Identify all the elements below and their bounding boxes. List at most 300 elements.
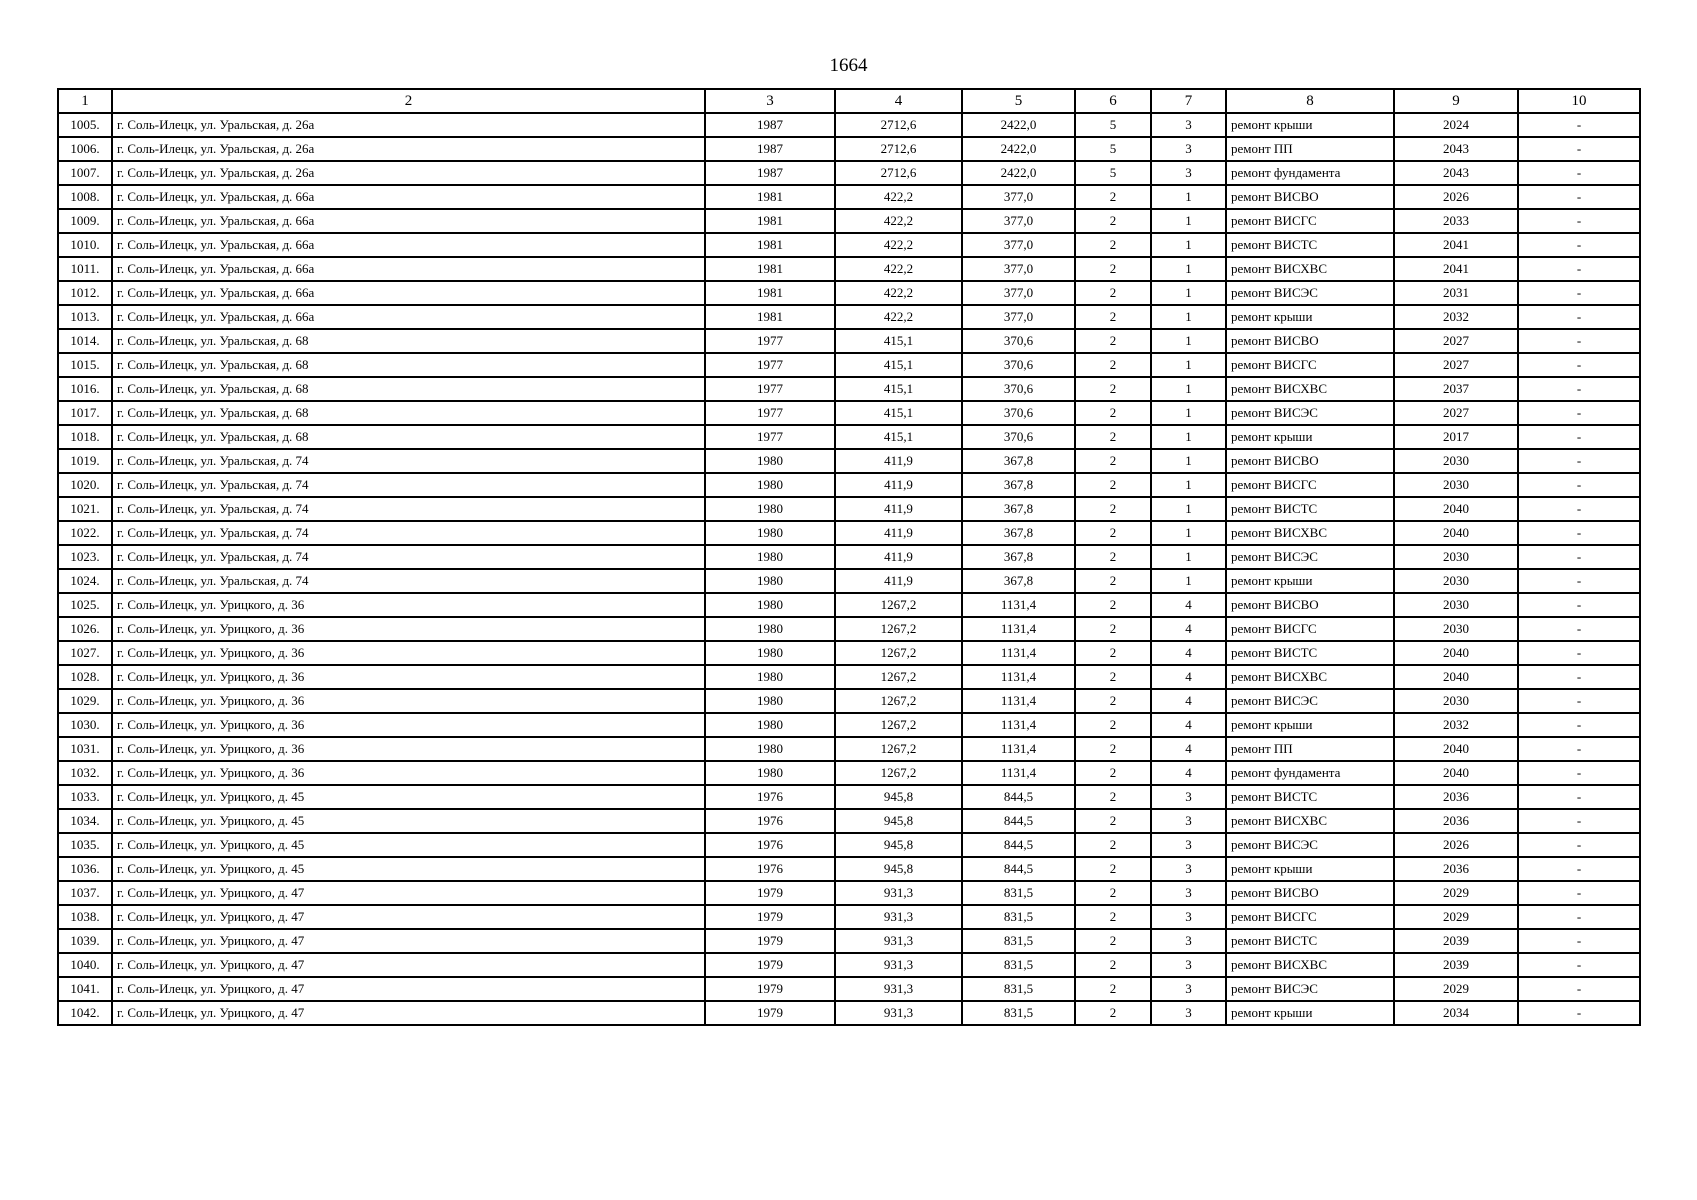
row-number-cell: 1006. — [58, 137, 112, 161]
build-year-cell: 1977 — [705, 329, 835, 353]
entrances-cell: 1 — [1151, 497, 1226, 521]
build-year-cell: 1979 — [705, 929, 835, 953]
total-area-cell: 415,1 — [835, 377, 962, 401]
floors-cell: 2 — [1075, 521, 1151, 545]
floors-cell: 2 — [1075, 569, 1151, 593]
living-area-cell: 370,6 — [962, 353, 1075, 377]
row-number-cell: 1005. — [58, 113, 112, 137]
work-type-cell: ремонт ПП — [1226, 737, 1394, 761]
work-type-cell: ремонт ВИСВО — [1226, 185, 1394, 209]
floors-cell: 5 — [1075, 113, 1151, 137]
note-cell: - — [1518, 137, 1640, 161]
work-type-cell: ремонт ПП — [1226, 137, 1394, 161]
column-header: 3 — [705, 89, 835, 113]
note-cell: - — [1518, 473, 1640, 497]
entrances-cell: 4 — [1151, 689, 1226, 713]
work-type-cell: ремонт ВИСХВС — [1226, 521, 1394, 545]
build-year-cell: 1981 — [705, 305, 835, 329]
row-number-cell: 1027. — [58, 641, 112, 665]
total-area-cell: 422,2 — [835, 185, 962, 209]
total-area-cell: 415,1 — [835, 401, 962, 425]
total-area-cell: 1267,2 — [835, 737, 962, 761]
build-year-cell: 1981 — [705, 257, 835, 281]
work-type-cell: ремонт ВИСВО — [1226, 593, 1394, 617]
table-row — [58, 929, 1640, 953]
plan-year-cell: 2030 — [1394, 449, 1518, 473]
total-area-cell: 411,9 — [835, 569, 962, 593]
floors-cell: 2 — [1075, 881, 1151, 905]
entrances-cell: 4 — [1151, 665, 1226, 689]
total-area-cell: 1267,2 — [835, 617, 962, 641]
floors-cell: 2 — [1075, 761, 1151, 785]
work-type-cell: ремонт ВИСЭС — [1226, 977, 1394, 1001]
address-cell: г. Соль-Илецк, ул. Урицкого, д. 36 — [112, 617, 705, 641]
plan-year-cell: 2043 — [1394, 161, 1518, 185]
total-area-cell: 945,8 — [835, 809, 962, 833]
work-type-cell: ремонт крыши — [1226, 305, 1394, 329]
row-number-cell: 1009. — [58, 209, 112, 233]
floors-cell: 5 — [1075, 161, 1151, 185]
living-area-cell: 831,5 — [962, 1001, 1075, 1025]
total-area-cell: 411,9 — [835, 449, 962, 473]
plan-year-cell: 2030 — [1394, 545, 1518, 569]
living-area-cell: 377,0 — [962, 281, 1075, 305]
total-area-cell: 931,3 — [835, 929, 962, 953]
floors-cell: 2 — [1075, 377, 1151, 401]
address-cell: г. Соль-Илецк, ул. Урицкого, д. 47 — [112, 977, 705, 1001]
build-year-cell: 1979 — [705, 1001, 835, 1025]
entrances-cell: 1 — [1151, 209, 1226, 233]
build-year-cell: 1980 — [705, 593, 835, 617]
note-cell: - — [1518, 377, 1640, 401]
floors-cell: 2 — [1075, 353, 1151, 377]
address-cell: г. Соль-Илецк, ул. Урицкого, д. 47 — [112, 929, 705, 953]
note-cell: - — [1518, 257, 1640, 281]
plan-year-cell: 2036 — [1394, 857, 1518, 881]
total-area-cell: 415,1 — [835, 353, 962, 377]
total-area-cell: 945,8 — [835, 833, 962, 857]
address-cell: г. Соль-Илецк, ул. Урицкого, д. 45 — [112, 785, 705, 809]
total-area-cell: 1267,2 — [835, 593, 962, 617]
plan-year-cell: 2041 — [1394, 233, 1518, 257]
row-number-cell: 1030. — [58, 713, 112, 737]
entrances-cell: 1 — [1151, 353, 1226, 377]
living-area-cell: 1131,4 — [962, 713, 1075, 737]
row-number-cell: 1023. — [58, 545, 112, 569]
build-year-cell: 1980 — [705, 521, 835, 545]
build-year-cell: 1976 — [705, 833, 835, 857]
living-area-cell: 844,5 — [962, 809, 1075, 833]
note-cell: - — [1518, 641, 1640, 665]
note-cell: - — [1518, 449, 1640, 473]
entrances-cell: 3 — [1151, 953, 1226, 977]
note-cell: - — [1518, 569, 1640, 593]
note-cell: - — [1518, 953, 1640, 977]
floors-cell: 2 — [1075, 665, 1151, 689]
build-year-cell: 1976 — [705, 785, 835, 809]
plan-year-cell: 2032 — [1394, 713, 1518, 737]
table-row — [58, 545, 1640, 569]
column-header: 2 — [112, 89, 705, 113]
total-area-cell: 411,9 — [835, 521, 962, 545]
build-year-cell: 1977 — [705, 377, 835, 401]
entrances-cell: 4 — [1151, 593, 1226, 617]
build-year-cell: 1977 — [705, 401, 835, 425]
total-area-cell: 1267,2 — [835, 713, 962, 737]
entrances-cell: 3 — [1151, 113, 1226, 137]
entrances-cell: 1 — [1151, 377, 1226, 401]
row-number-cell: 1024. — [58, 569, 112, 593]
work-type-cell: ремонт ВИСТС — [1226, 929, 1394, 953]
plan-year-cell: 2027 — [1394, 401, 1518, 425]
column-header: 10 — [1518, 89, 1640, 113]
living-area-cell: 370,6 — [962, 377, 1075, 401]
note-cell: - — [1518, 929, 1640, 953]
entrances-cell: 1 — [1151, 545, 1226, 569]
living-area-cell: 1131,4 — [962, 761, 1075, 785]
work-type-cell: ремонт ВИСВО — [1226, 881, 1394, 905]
total-area-cell: 422,2 — [835, 281, 962, 305]
note-cell: - — [1518, 545, 1640, 569]
address-cell: г. Соль-Илецк, ул. Урицкого, д. 36 — [112, 761, 705, 785]
note-cell: - — [1518, 617, 1640, 641]
note-cell: - — [1518, 305, 1640, 329]
row-number-cell: 1013. — [58, 305, 112, 329]
work-type-cell: ремонт ВИСХВС — [1226, 257, 1394, 281]
note-cell: - — [1518, 665, 1640, 689]
total-area-cell: 2712,6 — [835, 113, 962, 137]
entrances-cell: 1 — [1151, 233, 1226, 257]
table-row — [58, 497, 1640, 521]
build-year-cell: 1980 — [705, 689, 835, 713]
floors-cell: 2 — [1075, 641, 1151, 665]
note-cell: - — [1518, 905, 1640, 929]
work-type-cell: ремонт ВИСВО — [1226, 449, 1394, 473]
table-header-row — [58, 89, 1640, 113]
note-cell: - — [1518, 713, 1640, 737]
plan-year-cell: 2032 — [1394, 305, 1518, 329]
floors-cell: 2 — [1075, 713, 1151, 737]
plan-year-cell: 2036 — [1394, 809, 1518, 833]
living-area-cell: 1131,4 — [962, 593, 1075, 617]
floors-cell: 2 — [1075, 833, 1151, 857]
plan-year-cell: 2034 — [1394, 1001, 1518, 1025]
address-cell: г. Соль-Илецк, ул. Урицкого, д. 36 — [112, 665, 705, 689]
plan-year-cell: 2026 — [1394, 185, 1518, 209]
floors-cell: 2 — [1075, 857, 1151, 881]
living-area-cell: 367,8 — [962, 473, 1075, 497]
column-header: 8 — [1226, 89, 1394, 113]
note-cell: - — [1518, 281, 1640, 305]
total-area-cell: 422,2 — [835, 233, 962, 257]
total-area-cell: 1267,2 — [835, 665, 962, 689]
entrances-cell: 1 — [1151, 521, 1226, 545]
entrances-cell: 4 — [1151, 761, 1226, 785]
entrances-cell: 1 — [1151, 305, 1226, 329]
address-cell: г. Соль-Илецк, ул. Уральская, д. 66а — [112, 281, 705, 305]
living-area-cell: 1131,4 — [962, 689, 1075, 713]
plan-year-cell: 2033 — [1394, 209, 1518, 233]
work-type-cell: ремонт ВИСГС — [1226, 353, 1394, 377]
work-type-cell: ремонт крыши — [1226, 857, 1394, 881]
build-year-cell: 1980 — [705, 473, 835, 497]
row-number-cell: 1029. — [58, 689, 112, 713]
table-row — [58, 113, 1640, 137]
living-area-cell: 370,6 — [962, 329, 1075, 353]
address-cell: г. Соль-Илецк, ул. Уральская, д. 26а — [112, 113, 705, 137]
plan-year-cell: 2039 — [1394, 953, 1518, 977]
build-year-cell: 1976 — [705, 809, 835, 833]
row-number-cell: 1018. — [58, 425, 112, 449]
total-area-cell: 931,3 — [835, 977, 962, 1001]
note-cell: - — [1518, 425, 1640, 449]
address-cell: г. Соль-Илецк, ул. Урицкого, д. 36 — [112, 737, 705, 761]
plan-year-cell: 2036 — [1394, 785, 1518, 809]
living-area-cell: 844,5 — [962, 785, 1075, 809]
work-type-cell: ремонт ВИСЭС — [1226, 689, 1394, 713]
address-cell: г. Соль-Илецк, ул. Урицкого, д. 36 — [112, 689, 705, 713]
work-type-cell: ремонт ВИСХВС — [1226, 809, 1394, 833]
table-row — [58, 569, 1640, 593]
address-cell: г. Соль-Илецк, ул. Уральская, д. 66а — [112, 305, 705, 329]
living-area-cell: 1131,4 — [962, 617, 1075, 641]
row-number-cell: 1015. — [58, 353, 112, 377]
entrances-cell: 1 — [1151, 425, 1226, 449]
row-number-cell: 1021. — [58, 497, 112, 521]
note-cell: - — [1518, 1001, 1640, 1025]
work-type-cell: ремонт ВИСГС — [1226, 617, 1394, 641]
entrances-cell: 4 — [1151, 737, 1226, 761]
work-type-cell: ремонт ВИСХВС — [1226, 953, 1394, 977]
build-year-cell: 1976 — [705, 857, 835, 881]
table-row — [58, 593, 1640, 617]
column-header: 1 — [58, 89, 112, 113]
table-row — [58, 353, 1640, 377]
entrances-cell: 1 — [1151, 281, 1226, 305]
note-cell: - — [1518, 161, 1640, 185]
work-type-cell: ремонт ВИСЭС — [1226, 833, 1394, 857]
plan-year-cell: 2030 — [1394, 569, 1518, 593]
plan-year-cell: 2040 — [1394, 665, 1518, 689]
total-area-cell: 1267,2 — [835, 641, 962, 665]
total-area-cell: 931,3 — [835, 905, 962, 929]
address-cell: г. Соль-Илецк, ул. Уральская, д. 74 — [112, 521, 705, 545]
living-area-cell: 2422,0 — [962, 161, 1075, 185]
plan-year-cell: 2039 — [1394, 929, 1518, 953]
row-number-cell: 1017. — [58, 401, 112, 425]
plan-year-cell: 2029 — [1394, 905, 1518, 929]
note-cell: - — [1518, 833, 1640, 857]
build-year-cell: 1980 — [705, 761, 835, 785]
work-type-cell: ремонт крыши — [1226, 425, 1394, 449]
table-row — [58, 401, 1640, 425]
living-area-cell: 844,5 — [962, 857, 1075, 881]
address-cell: г. Соль-Илецк, ул. Уральская, д. 68 — [112, 353, 705, 377]
table-row — [58, 617, 1640, 641]
build-year-cell: 1987 — [705, 137, 835, 161]
build-year-cell: 1980 — [705, 497, 835, 521]
note-cell: - — [1518, 809, 1640, 833]
table-row — [58, 257, 1640, 281]
build-year-cell: 1977 — [705, 353, 835, 377]
floors-cell: 2 — [1075, 401, 1151, 425]
work-type-cell: ремонт фундамента — [1226, 161, 1394, 185]
plan-year-cell: 2037 — [1394, 377, 1518, 401]
total-area-cell: 931,3 — [835, 1001, 962, 1025]
address-cell: г. Соль-Илецк, ул. Уральская, д. 66а — [112, 185, 705, 209]
entrances-cell: 3 — [1151, 905, 1226, 929]
work-type-cell: ремонт ВИСГС — [1226, 473, 1394, 497]
total-area-cell: 945,8 — [835, 785, 962, 809]
address-cell: г. Соль-Илецк, ул. Урицкого, д. 45 — [112, 809, 705, 833]
row-number-cell: 1010. — [58, 233, 112, 257]
column-header: 5 — [962, 89, 1075, 113]
address-cell: г. Соль-Илецк, ул. Урицкого, д. 36 — [112, 593, 705, 617]
row-number-cell: 1020. — [58, 473, 112, 497]
table-row — [58, 977, 1640, 1001]
column-header: 6 — [1075, 89, 1151, 113]
note-cell: - — [1518, 857, 1640, 881]
floors-cell: 2 — [1075, 449, 1151, 473]
table-row — [58, 425, 1640, 449]
note-cell: - — [1518, 785, 1640, 809]
build-year-cell: 1987 — [705, 161, 835, 185]
table-row — [58, 1001, 1640, 1025]
address-cell: г. Соль-Илецк, ул. Уральская, д. 74 — [112, 449, 705, 473]
living-area-cell: 831,5 — [962, 905, 1075, 929]
note-cell: - — [1518, 737, 1640, 761]
row-number-cell: 1014. — [58, 329, 112, 353]
living-area-cell: 370,6 — [962, 401, 1075, 425]
address-cell: г. Соль-Илецк, ул. Уральская, д. 66а — [112, 233, 705, 257]
build-year-cell: 1977 — [705, 425, 835, 449]
floors-cell: 2 — [1075, 593, 1151, 617]
address-cell: г. Соль-Илецк, ул. Уральская, д. 26а — [112, 161, 705, 185]
living-area-cell: 367,8 — [962, 545, 1075, 569]
living-area-cell: 831,5 — [962, 881, 1075, 905]
entrances-cell: 1 — [1151, 185, 1226, 209]
plan-year-cell: 2029 — [1394, 977, 1518, 1001]
plan-year-cell: 2017 — [1394, 425, 1518, 449]
floors-cell: 5 — [1075, 137, 1151, 161]
build-year-cell: 1980 — [705, 569, 835, 593]
note-cell: - — [1518, 761, 1640, 785]
row-number-cell: 1034. — [58, 809, 112, 833]
table-row — [58, 761, 1640, 785]
build-year-cell: 1980 — [705, 617, 835, 641]
work-type-cell: ремонт ВИСЭС — [1226, 281, 1394, 305]
table-row — [58, 377, 1640, 401]
row-number-cell: 1007. — [58, 161, 112, 185]
note-cell: - — [1518, 185, 1640, 209]
build-year-cell: 1980 — [705, 665, 835, 689]
plan-year-cell: 2027 — [1394, 353, 1518, 377]
table-body — [58, 113, 1640, 1025]
plan-year-cell: 2043 — [1394, 137, 1518, 161]
entrances-cell: 1 — [1151, 401, 1226, 425]
living-area-cell: 377,0 — [962, 257, 1075, 281]
note-cell: - — [1518, 233, 1640, 257]
entrances-cell: 1 — [1151, 449, 1226, 473]
row-number-cell: 1019. — [58, 449, 112, 473]
build-year-cell: 1980 — [705, 641, 835, 665]
work-type-cell: ремонт фундамента — [1226, 761, 1394, 785]
total-area-cell: 931,3 — [835, 881, 962, 905]
total-area-cell: 945,8 — [835, 857, 962, 881]
address-cell: г. Соль-Илецк, ул. Уральская, д. 68 — [112, 401, 705, 425]
address-cell: г. Соль-Илецк, ул. Уральская, д. 68 — [112, 329, 705, 353]
table-row — [58, 881, 1640, 905]
work-type-cell: ремонт крыши — [1226, 569, 1394, 593]
plan-year-cell: 2026 — [1394, 833, 1518, 857]
row-number-cell: 1036. — [58, 857, 112, 881]
entrances-cell: 3 — [1151, 929, 1226, 953]
entrances-cell: 1 — [1151, 569, 1226, 593]
row-number-cell: 1035. — [58, 833, 112, 857]
living-area-cell: 377,0 — [962, 233, 1075, 257]
row-number-cell: 1012. — [58, 281, 112, 305]
table-row — [58, 857, 1640, 881]
address-cell: г. Соль-Илецк, ул. Урицкого, д. 45 — [112, 857, 705, 881]
plan-year-cell: 2030 — [1394, 617, 1518, 641]
work-type-cell: ремонт ВИСВО — [1226, 329, 1394, 353]
note-cell: - — [1518, 689, 1640, 713]
table-row — [58, 641, 1640, 665]
floors-cell: 2 — [1075, 785, 1151, 809]
total-area-cell: 2712,6 — [835, 161, 962, 185]
table-row — [58, 809, 1640, 833]
table-row — [58, 137, 1640, 161]
table-row — [58, 521, 1640, 545]
entrances-cell: 3 — [1151, 785, 1226, 809]
total-area-cell: 415,1 — [835, 329, 962, 353]
entrances-cell: 3 — [1151, 977, 1226, 1001]
floors-cell: 2 — [1075, 689, 1151, 713]
address-cell: г. Соль-Илецк, ул. Уральская, д. 74 — [112, 497, 705, 521]
build-year-cell: 1987 — [705, 113, 835, 137]
entrances-cell: 1 — [1151, 329, 1226, 353]
table-row — [58, 713, 1640, 737]
plan-year-cell: 2030 — [1394, 689, 1518, 713]
row-number-cell: 1022. — [58, 521, 112, 545]
row-number-cell: 1033. — [58, 785, 112, 809]
row-number-cell: 1040. — [58, 953, 112, 977]
table-row — [58, 689, 1640, 713]
living-area-cell: 370,6 — [962, 425, 1075, 449]
build-year-cell: 1979 — [705, 905, 835, 929]
plan-year-cell: 2041 — [1394, 257, 1518, 281]
entrances-cell: 3 — [1151, 137, 1226, 161]
entrances-cell: 4 — [1151, 617, 1226, 641]
total-area-cell: 422,2 — [835, 209, 962, 233]
address-cell: г. Соль-Илецк, ул. Уральская, д. 68 — [112, 425, 705, 449]
total-area-cell: 411,9 — [835, 497, 962, 521]
table-row — [58, 185, 1640, 209]
build-year-cell: 1979 — [705, 881, 835, 905]
total-area-cell: 422,2 — [835, 305, 962, 329]
note-cell: - — [1518, 353, 1640, 377]
address-cell: г. Соль-Илецк, ул. Урицкого, д. 47 — [112, 881, 705, 905]
build-year-cell: 1981 — [705, 233, 835, 257]
note-cell: - — [1518, 977, 1640, 1001]
living-area-cell: 377,0 — [962, 305, 1075, 329]
address-cell: г. Соль-Илецк, ул. Урицкого, д. 45 — [112, 833, 705, 857]
entrances-cell: 3 — [1151, 833, 1226, 857]
table-row — [58, 161, 1640, 185]
entrances-cell: 3 — [1151, 161, 1226, 185]
row-number-cell: 1041. — [58, 977, 112, 1001]
living-area-cell: 831,5 — [962, 929, 1075, 953]
